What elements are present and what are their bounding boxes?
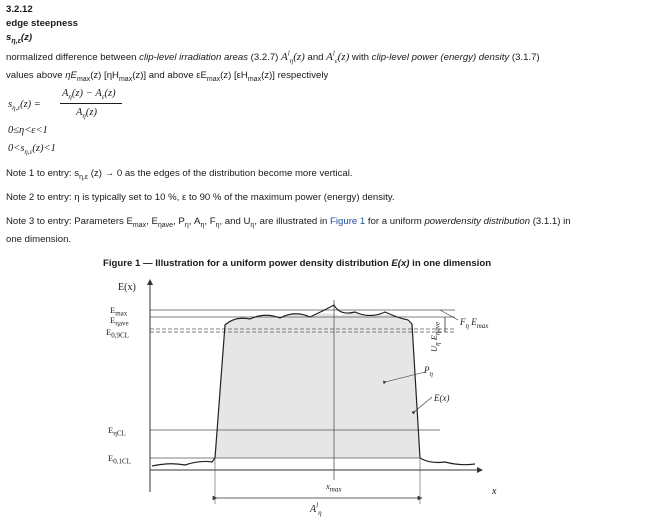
condition-2: $0<s_{\eta,\varepsilon}(z)<1$ bbox=[8, 143, 56, 157]
label-eave: $E_{\eta ave}$ bbox=[110, 315, 129, 328]
figure-1-link[interactable]: Figure 1 bbox=[330, 216, 366, 227]
flatness-arrow bbox=[440, 310, 458, 320]
clause-number: 3.2.12 bbox=[6, 4, 33, 15]
label-ex: E(x) bbox=[434, 393, 450, 403]
term-symbol: $s_{\eta,\varepsilon}(z)$ bbox=[6, 32, 33, 45]
condition-1: 0≤η<ε<1 bbox=[8, 125, 48, 136]
note-3: Note 3 to entry: Parameters $E_{max}$, $E_{\eta ave}$, $P_\eta$, $A_\eta$, $F_\eta$, and $U_\eta$, are illustrated in Figure 1 for a uniform powerdensity distribution (3.1.1) in bbox=[6, 216, 571, 229]
figure-caption: Figure 1 — Illustration for a uniform power density distribution E(x) in one dimension bbox=[103, 258, 492, 269]
label-e09: $E_{0,9CL}$ bbox=[106, 327, 129, 340]
label-encl: $E_{\eta CL}$ bbox=[108, 425, 126, 438]
definition-line-2: values above $\eta E_{max}(z)$ $[\eta H_{max}(z)]$ and above $\varepsilon E_{max}(z)$ $[\varepsilon H_{max}(z)]$ respectively bbox=[6, 70, 329, 83]
term-title: edge steepness bbox=[6, 18, 78, 29]
label-e01: $E_{0,1CL}$ bbox=[108, 453, 131, 466]
note-1: Note 1 to entry: $s_{\eta,\varepsilon}$ (z) → 0 as the edges of the distribution become more vertical. bbox=[6, 168, 353, 181]
note-2: Note 2 to entry: η is typically set to 10 %, ε to 90 % of the maximum power (energy) density. bbox=[6, 192, 395, 203]
label-power: $P_\eta$ bbox=[424, 365, 433, 378]
x-axis-label: x bbox=[492, 486, 497, 497]
label-flatness: $F_\eta$ $E_{max}$ bbox=[460, 317, 489, 330]
y-axis-label: E(x) bbox=[118, 282, 136, 293]
label-emax: $E_{max}$ bbox=[110, 305, 128, 318]
label-uniformity: $U_\eta$ $E_{\eta ave}$ bbox=[429, 321, 442, 352]
note-3-line-2: one dimension. bbox=[6, 234, 72, 245]
label-area-width: $A^l_\eta$ bbox=[310, 501, 322, 517]
power-density-figure bbox=[0, 272, 650, 528]
shaded-region bbox=[215, 313, 420, 458]
label-xmax: $x_{max}$ bbox=[326, 481, 342, 494]
definition-line-1: normalized difference between clip-level irradiation areas (3.2.7) $A^l_\eta(z)$ and $A^l_\varepsilon(z)$ with clip-level power (energy) density (3.1.7) bbox=[6, 49, 540, 66]
